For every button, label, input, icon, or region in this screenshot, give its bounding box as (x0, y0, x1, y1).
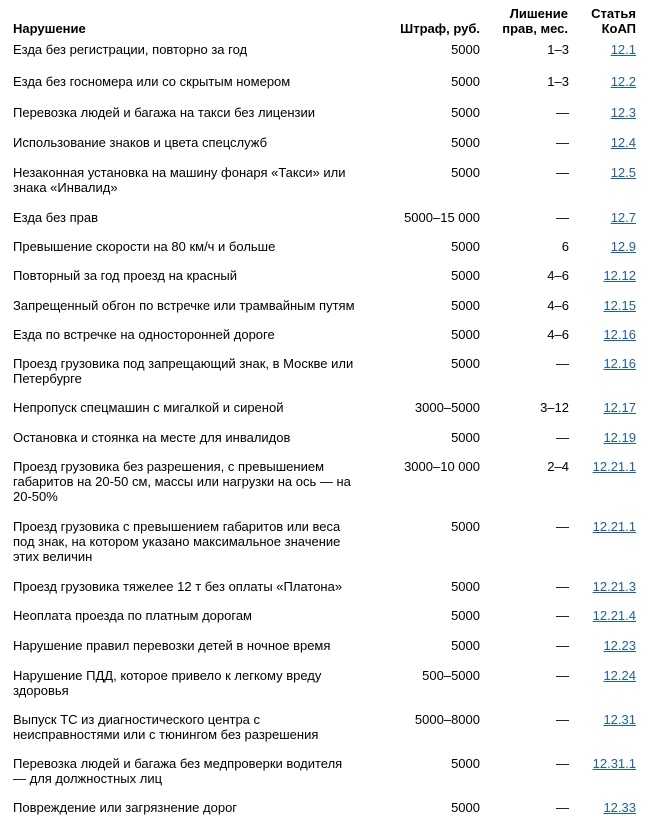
fine-cell: 5000 (451, 579, 480, 594)
license-cell: — (556, 579, 569, 594)
license-cell: — (556, 756, 569, 771)
violation-cell: Проезд грузовика тяжелее 12 т без оплаты «Платона» (13, 579, 343, 594)
fine-cell: 5000 (451, 519, 480, 534)
table-row (0, 579, 651, 608)
fine-cell: 5000 (451, 608, 480, 623)
article-cell (576, 459, 651, 519)
fine-cell: 5000 (451, 239, 480, 254)
table-row (0, 430, 651, 459)
violation-cell: Езда без регистрации, повторно за год (13, 42, 248, 57)
article-link[interactable]: 12.33 (603, 800, 636, 815)
table-row (0, 327, 651, 356)
violation-cell: Остановка и стоянка на месте для инвалидов (13, 430, 291, 445)
article-cell (576, 135, 651, 165)
article-cell (576, 430, 651, 459)
violation-cell: Езда по встречке на односторонней дороге (13, 327, 275, 342)
header-violation: Нарушение (13, 21, 86, 36)
article-link[interactable]: 12.19 (603, 430, 636, 445)
violation-cell: Незаконная установка на машину фонаря «Такси» или знака «Инвалид» (13, 165, 346, 195)
violation-cell: Использование знаков и цвета спецслужб (13, 135, 268, 150)
article-link[interactable]: 12.4 (610, 135, 636, 150)
table-row (0, 135, 651, 165)
fine-cell: 5000 (451, 298, 480, 313)
article-link[interactable]: 12.2 (610, 74, 636, 89)
article-link[interactable]: 12.23 (603, 638, 636, 653)
article-link[interactable]: 12.9 (610, 239, 636, 254)
license-cell: — (556, 135, 569, 150)
article-link[interactable]: 12.21.1 (592, 519, 636, 534)
table-row (0, 400, 651, 430)
license-cell: 4–6 (547, 268, 569, 283)
table-row (0, 608, 651, 638)
violation-cell: Непропуск спецмашин с мигалкой и сиреной (13, 400, 284, 415)
table-row (0, 356, 651, 400)
license-cell: 6 (561, 239, 569, 254)
article-link[interactable]: 12.12 (603, 268, 636, 283)
article-cell (576, 74, 651, 105)
violation-cell: Перевозка людей и багажа на такси без лицензии (13, 105, 315, 120)
article-cell (576, 638, 651, 668)
violation-cell: Проезд грузовика без разрешения, с превышением габаритов на 20-50 см, массы или нагрузки на ось — на 20-50% (13, 459, 351, 504)
fine-cell: 5000 (451, 638, 480, 653)
violation-cell: Повреждение или загрязнение дорог (13, 800, 238, 815)
fine-cell: 3000–10 000 (404, 459, 480, 474)
table-row (0, 638, 651, 668)
license-cell: — (556, 608, 569, 623)
article-link[interactable]: 12.21.1 (592, 459, 636, 474)
article-link[interactable]: 12.5 (610, 165, 636, 180)
article-link[interactable]: 12.31 (603, 712, 636, 727)
fine-cell: 5000 (451, 327, 480, 342)
violation-cell: Повторный за год проезд на красный (13, 268, 238, 283)
violation-cell: Нарушение правил перевозки детей в ночное время (13, 638, 331, 653)
violation-cell: Перевозка людей и багажа без медпроверки водителя — для должностных лиц (13, 756, 343, 786)
article-link[interactable]: 12.31.1 (592, 756, 636, 771)
article-cell (576, 579, 651, 608)
article-link[interactable]: 12.16 (603, 327, 636, 342)
table-row (0, 74, 651, 105)
article-cell (576, 42, 651, 74)
article-link[interactable]: 12.24 (603, 668, 636, 683)
article-cell (576, 668, 651, 712)
fine-cell: 5000 (451, 756, 480, 771)
license-cell: 1–3 (547, 42, 569, 57)
license-cell: — (556, 430, 569, 445)
fine-cell: 5000 (451, 105, 480, 120)
article-link[interactable]: 12.17 (603, 400, 636, 415)
table-row (0, 239, 651, 268)
license-cell: — (556, 165, 569, 180)
fine-cell: 5000 (451, 42, 480, 57)
fine-cell: 5000–15 000 (404, 210, 480, 225)
fine-cell: 5000 (451, 268, 480, 283)
license-cell: 4–6 (547, 327, 569, 342)
article-link[interactable]: 12.21.3 (592, 579, 636, 594)
table-row (0, 210, 651, 239)
header-license-line1: Лишение (509, 6, 568, 21)
violation-cell: Езда без прав (13, 210, 98, 225)
article-cell (576, 400, 651, 430)
table-row (0, 519, 651, 579)
header-article-line1: Статья (591, 6, 636, 21)
fine-cell: 5000 (451, 356, 480, 371)
fine-cell: 3000–5000 (414, 400, 480, 415)
fine-cell: 5000 (451, 165, 480, 180)
table-row (0, 298, 651, 327)
article-cell (576, 712, 651, 756)
violation-cell: Выпуск ТС из диагностического центра с неисправностями или с тюнингом без разрешения (13, 712, 319, 742)
header-article (576, 0, 651, 42)
header-license (488, 0, 576, 42)
license-cell: — (556, 519, 569, 534)
article-cell (576, 210, 651, 239)
violation-cell: Превышение скорости на 80 км/ч и больше (13, 239, 276, 254)
license-cell: — (556, 210, 569, 225)
article-cell (576, 800, 651, 830)
table-row (0, 42, 651, 74)
article-cell (576, 519, 651, 579)
license-cell: 2–4 (547, 459, 569, 474)
article-cell (576, 239, 651, 268)
table-row (0, 668, 651, 712)
license-cell: 3–12 (540, 400, 569, 415)
article-link[interactable]: 12.16 (603, 356, 636, 371)
article-cell (576, 327, 651, 356)
article-cell (576, 756, 651, 800)
license-cell: 1–3 (547, 74, 569, 89)
article-cell (576, 268, 651, 298)
article-link[interactable]: 12.7 (610, 210, 636, 225)
table-row (0, 756, 651, 800)
violation-cell: Запрещенный обгон по встречке или трамвайным путям (13, 298, 355, 313)
license-cell: — (556, 105, 569, 120)
article-link[interactable]: 12.21.4 (592, 608, 636, 623)
license-cell: — (556, 638, 569, 653)
table-row (0, 105, 651, 135)
header-article-line2: КоАП (601, 21, 636, 36)
violation-cell: Неоплата проезда по платным дорогам (13, 608, 252, 623)
table-row (0, 268, 651, 298)
fine-cell: 5000 (451, 430, 480, 445)
table-row (0, 459, 651, 519)
license-cell: — (556, 356, 569, 371)
table-header-row (0, 0, 651, 42)
table-row (0, 800, 651, 830)
license-cell: 4–6 (547, 298, 569, 313)
table-body (0, 42, 651, 830)
table-row (0, 165, 651, 210)
violation-cell: Проезд грузовика с превышением габаритов или веса под знак, на котором указано максимальное значение этих величин (13, 519, 341, 564)
article-cell (576, 356, 651, 400)
fine-cell: 5000 (451, 135, 480, 150)
license-cell: — (556, 668, 569, 683)
article-link[interactable]: 12.1 (610, 42, 636, 57)
violation-cell: Нарушение ПДД, которое привело к легкому вреду здоровья (13, 668, 322, 698)
violation-cell: Езда без госномера или со скрытым номером (13, 74, 291, 89)
article-cell (576, 298, 651, 327)
article-cell (576, 165, 651, 210)
violation-cell: Проезд грузовика под запрещающий знак, в Москве или Петербурге (13, 356, 354, 386)
table-row (0, 712, 651, 756)
header-fine: Штраф, руб. (400, 21, 480, 36)
article-cell (576, 105, 651, 135)
article-link[interactable]: 12.15 (603, 298, 636, 313)
license-cell: — (556, 712, 569, 727)
fine-cell: 5000–8000 (414, 712, 480, 727)
header-license-line2: прав, мес. (502, 21, 568, 36)
article-cell (576, 608, 651, 638)
fine-cell: 500–5000 (422, 668, 480, 683)
fine-cell: 5000 (451, 800, 480, 815)
fine-cell: 5000 (451, 74, 480, 89)
license-cell: — (556, 800, 569, 815)
article-link[interactable]: 12.3 (610, 105, 636, 120)
